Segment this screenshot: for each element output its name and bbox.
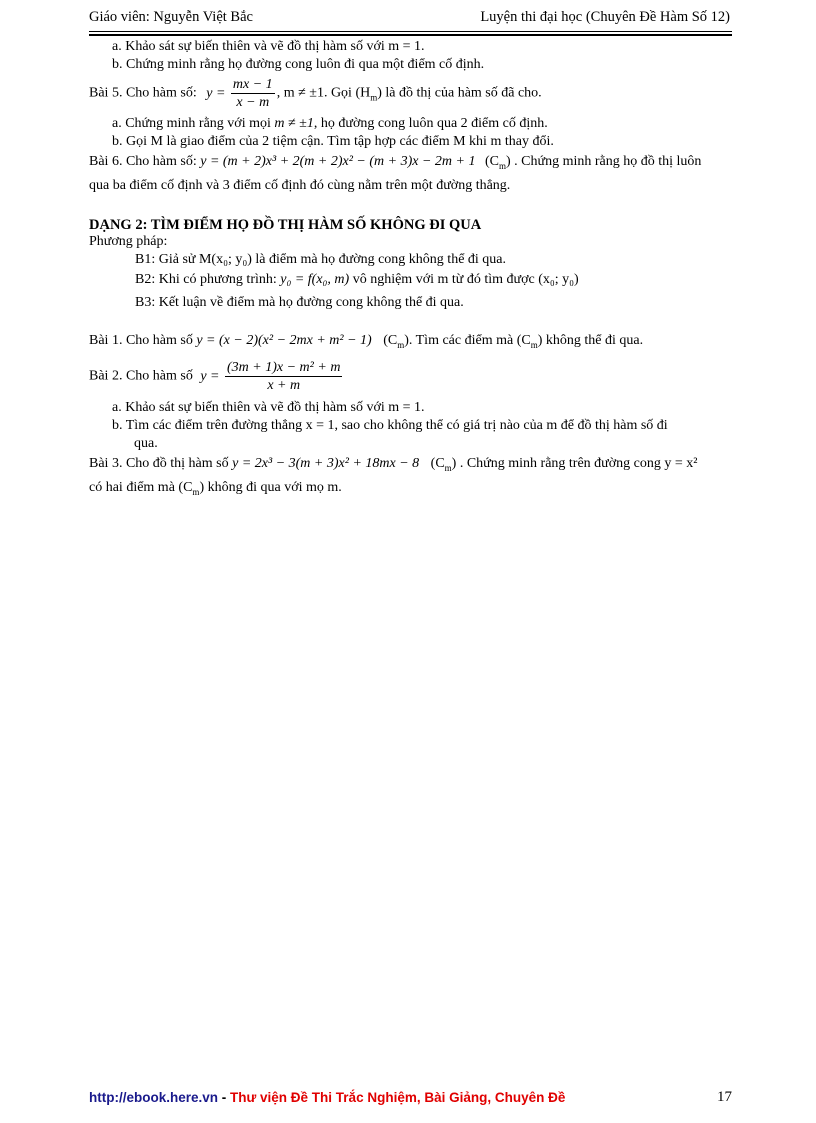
- bai5-part-b: b. Gọi M là giao điểm của 2 tiệm cận. Tìm tập hợp các điểm M khi m thay đổi.: [112, 134, 554, 149]
- method-step-2: B2: Khi có phương trình: y₀ = f(x₀, m) vô nghiệm với m từ đó tìm được (x₀; y₀): [135, 272, 579, 287]
- bai2-part-b-cont: qua.: [134, 436, 158, 451]
- bai2-part-a: a. Khảo sát sự biến thiên và vẽ đồ thị hàm số với m = 1.: [112, 400, 425, 415]
- bai2-denominator: x + m: [267, 378, 301, 393]
- exercise-bai3: Bài 3. Cho đồ thị hàm số y = 2x³ − 3(m + 3)x² + 18mx − 8 $(C_m)$ . Chứng minh rằng trên đường cong y = x²: [89, 456, 698, 473]
- page-footer: http://ebook.here.vn - Thư viện Đề Thi Trắc Nghiệm, Bài Giảng, Chuyên Đề: [89, 1090, 566, 1105]
- bai6-formula: y = (m + 2)x³ + 2(m + 2)x² − (m + 3)x − 2m + 1: [200, 154, 476, 169]
- header-course: Luyện thi đại học (Chuyên Đề Hàm Số 12): [480, 9, 730, 25]
- page-header: [89, 9, 730, 31]
- exercise-bai6: Bài 6. Cho hàm số: y = (m + 2)x³ + 2(m + 2)x² − (m + 3)x − 2m + 1 $(C_m)$ . Chứng minh rằng họ đồ thị luôn: [89, 154, 702, 171]
- bai3-formula: y = 2x³ − 3(m + 3)x² + 18mx − 8: [232, 456, 420, 471]
- method-label: Phương pháp:: [89, 234, 168, 249]
- header-rule-thin: [89, 31, 732, 32]
- bai5-numerator: mx − 1: [232, 77, 273, 92]
- bai3-line2: có hai điểm mà $(C_m)$ không đi qua với mọ m.: [89, 480, 342, 497]
- bai5-lead: Bài 5. Cho hàm số:: [89, 85, 197, 101]
- bai5-condition-tail: ) là đồ thị của hàm số đã cho.: [377, 85, 542, 101]
- method-step-3: B3: Kết luận về điểm mà họ đường cong không thể đi qua.: [135, 295, 464, 310]
- bai5-a-condition: m ≠ ±1: [274, 116, 314, 131]
- exercise-part-b: b. Chứng minh rằng họ đường cong luôn đi qua một điểm cố định.: [112, 57, 485, 72]
- bai5-part-a: a. Chứng minh rằng với mọi m ≠ ±1, họ đường cong luôn qua 2 điểm cố định.: [112, 116, 548, 131]
- bai6-lead: Bài 6. Cho hàm số:: [89, 154, 197, 169]
- footer-url-link[interactable]: http://ebook.here.vn: [89, 1090, 219, 1105]
- section-title: DẠNG 2: TÌM ĐIỂM HỌ ĐỒ THỊ HÀM SỐ KHÔNG ĐI QUA: [89, 217, 482, 233]
- footer-library-text: Thư viện Đề Thi Trắc Nghiệm, Bài Giảng, Chuyên Đề: [230, 1090, 566, 1105]
- exercise-bai5: Bài 5. Cho hàm số: y = $\frac{mx - 1}{x - m}$ , m ≠ ±1. Gọi $(H_m)$ là đồ thị của hàm số đã cho.: [89, 77, 542, 110]
- method-step-2-formula: y₀ = f(x₀, m): [280, 272, 350, 287]
- bai5-denominator: x − m: [236, 95, 270, 110]
- method-step-1: B1: Giả sử M(x₀; y₀) là điểm mà họ đường cong không thể đi qua.: [135, 252, 507, 267]
- bai2-numerator: (3m + 1)x − m² + m: [227, 360, 341, 375]
- exercise-bai1: Bài 1. Cho hàm số y = (x − 2)(x² − 2mx + m² − 1) $(C_m)$. Tìm các điểm mà $(C_m)$ không thể đi qua.: [89, 333, 644, 350]
- header-rule-thick: [89, 34, 732, 36]
- page-number: 17: [717, 1089, 732, 1105]
- exercise-bai2: Bài 2. Cho hàm số y = $\frac{\text{(3m + 1)x − m² + m}}{x + m}$: [89, 360, 341, 393]
- bai2-fraction: [225, 359, 342, 394]
- bai6-line2: qua ba điểm cố định và 3 điểm cố định đó cùng nằm trên một đường thẳng.: [89, 178, 511, 193]
- bai5-fraction: [231, 76, 275, 111]
- bai1-formula: y = (x − 2)(x² − 2mx + m² − 1): [196, 333, 372, 348]
- bai5-condition: , m ≠ ±1. Gọi (H: [276, 85, 371, 101]
- exercise-part-a: a. Khảo sát sự biến thiên và vẽ đồ thị hàm số với m = 1.: [112, 39, 425, 54]
- header-author: Giáo viên: Nguyễn Việt Bắc: [89, 9, 253, 25]
- bai2-part-b: b. Tìm các điểm trên đường thẳng x = 1, sao cho không thể có giá trị nào của m để đồ thị hàm số đi: [112, 418, 668, 433]
